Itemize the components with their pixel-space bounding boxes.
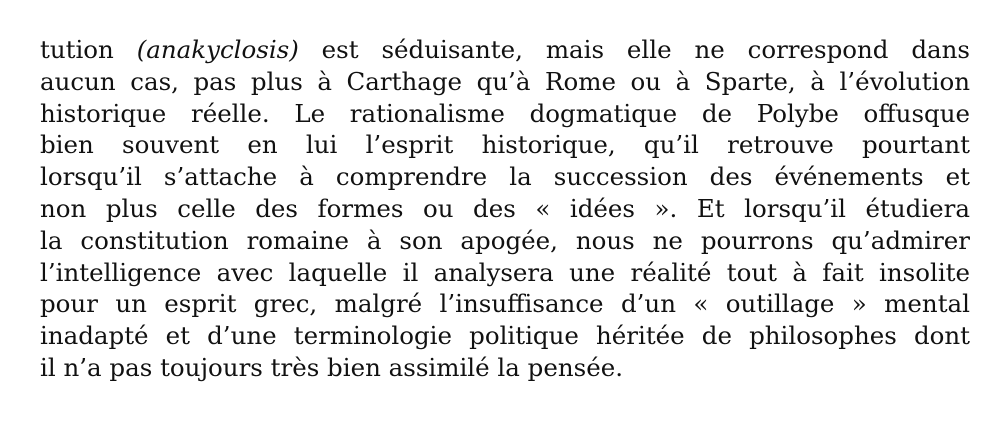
- text-line-2: aucun cas, pas plus à Carthage qu’à Rome ou à Sparte, à l’évolution: [40, 66, 970, 96]
- text-line-3: historique réelle. Le rationalisme dogmatique de Polybe offusque: [40, 98, 970, 128]
- text-line-8: l’intelligence avec laquelle il analysera une réalité tout à fait insolite: [40, 257, 970, 287]
- italic-term: (anakyclosis): [136, 35, 299, 64]
- text-line-10: inadapté et d’une terminologie politique héritée de philosophes dont: [40, 321, 970, 351]
- text-line-11: il n’a pas toujours très bien assimilé la pensée.: [40, 352, 623, 382]
- line-1-start: tution: [40, 35, 137, 64]
- text-line-5: lorsqu’il s’attache à comprendre la succession des événements et: [40, 162, 970, 192]
- text-line-4: bien souvent en lui l’esprit historique, qu’il retrouve pourtant: [40, 130, 970, 160]
- document-page: [40, 34, 970, 414]
- text-line-6: non plus celle des formes ou des « idées ». Et lorsqu’il étudiera: [40, 193, 970, 223]
- text-line-7: la constitution romaine à son apogée, nous ne pourrons qu’admirer: [40, 225, 970, 255]
- text-line-1: [40, 34, 970, 66]
- text-line-9: pour un esprit grec, malgré l’insuffisance d’un « outillage » mental: [40, 289, 970, 319]
- line-1-end: est séduisante, mais elle ne correspond dans: [298, 35, 971, 64]
